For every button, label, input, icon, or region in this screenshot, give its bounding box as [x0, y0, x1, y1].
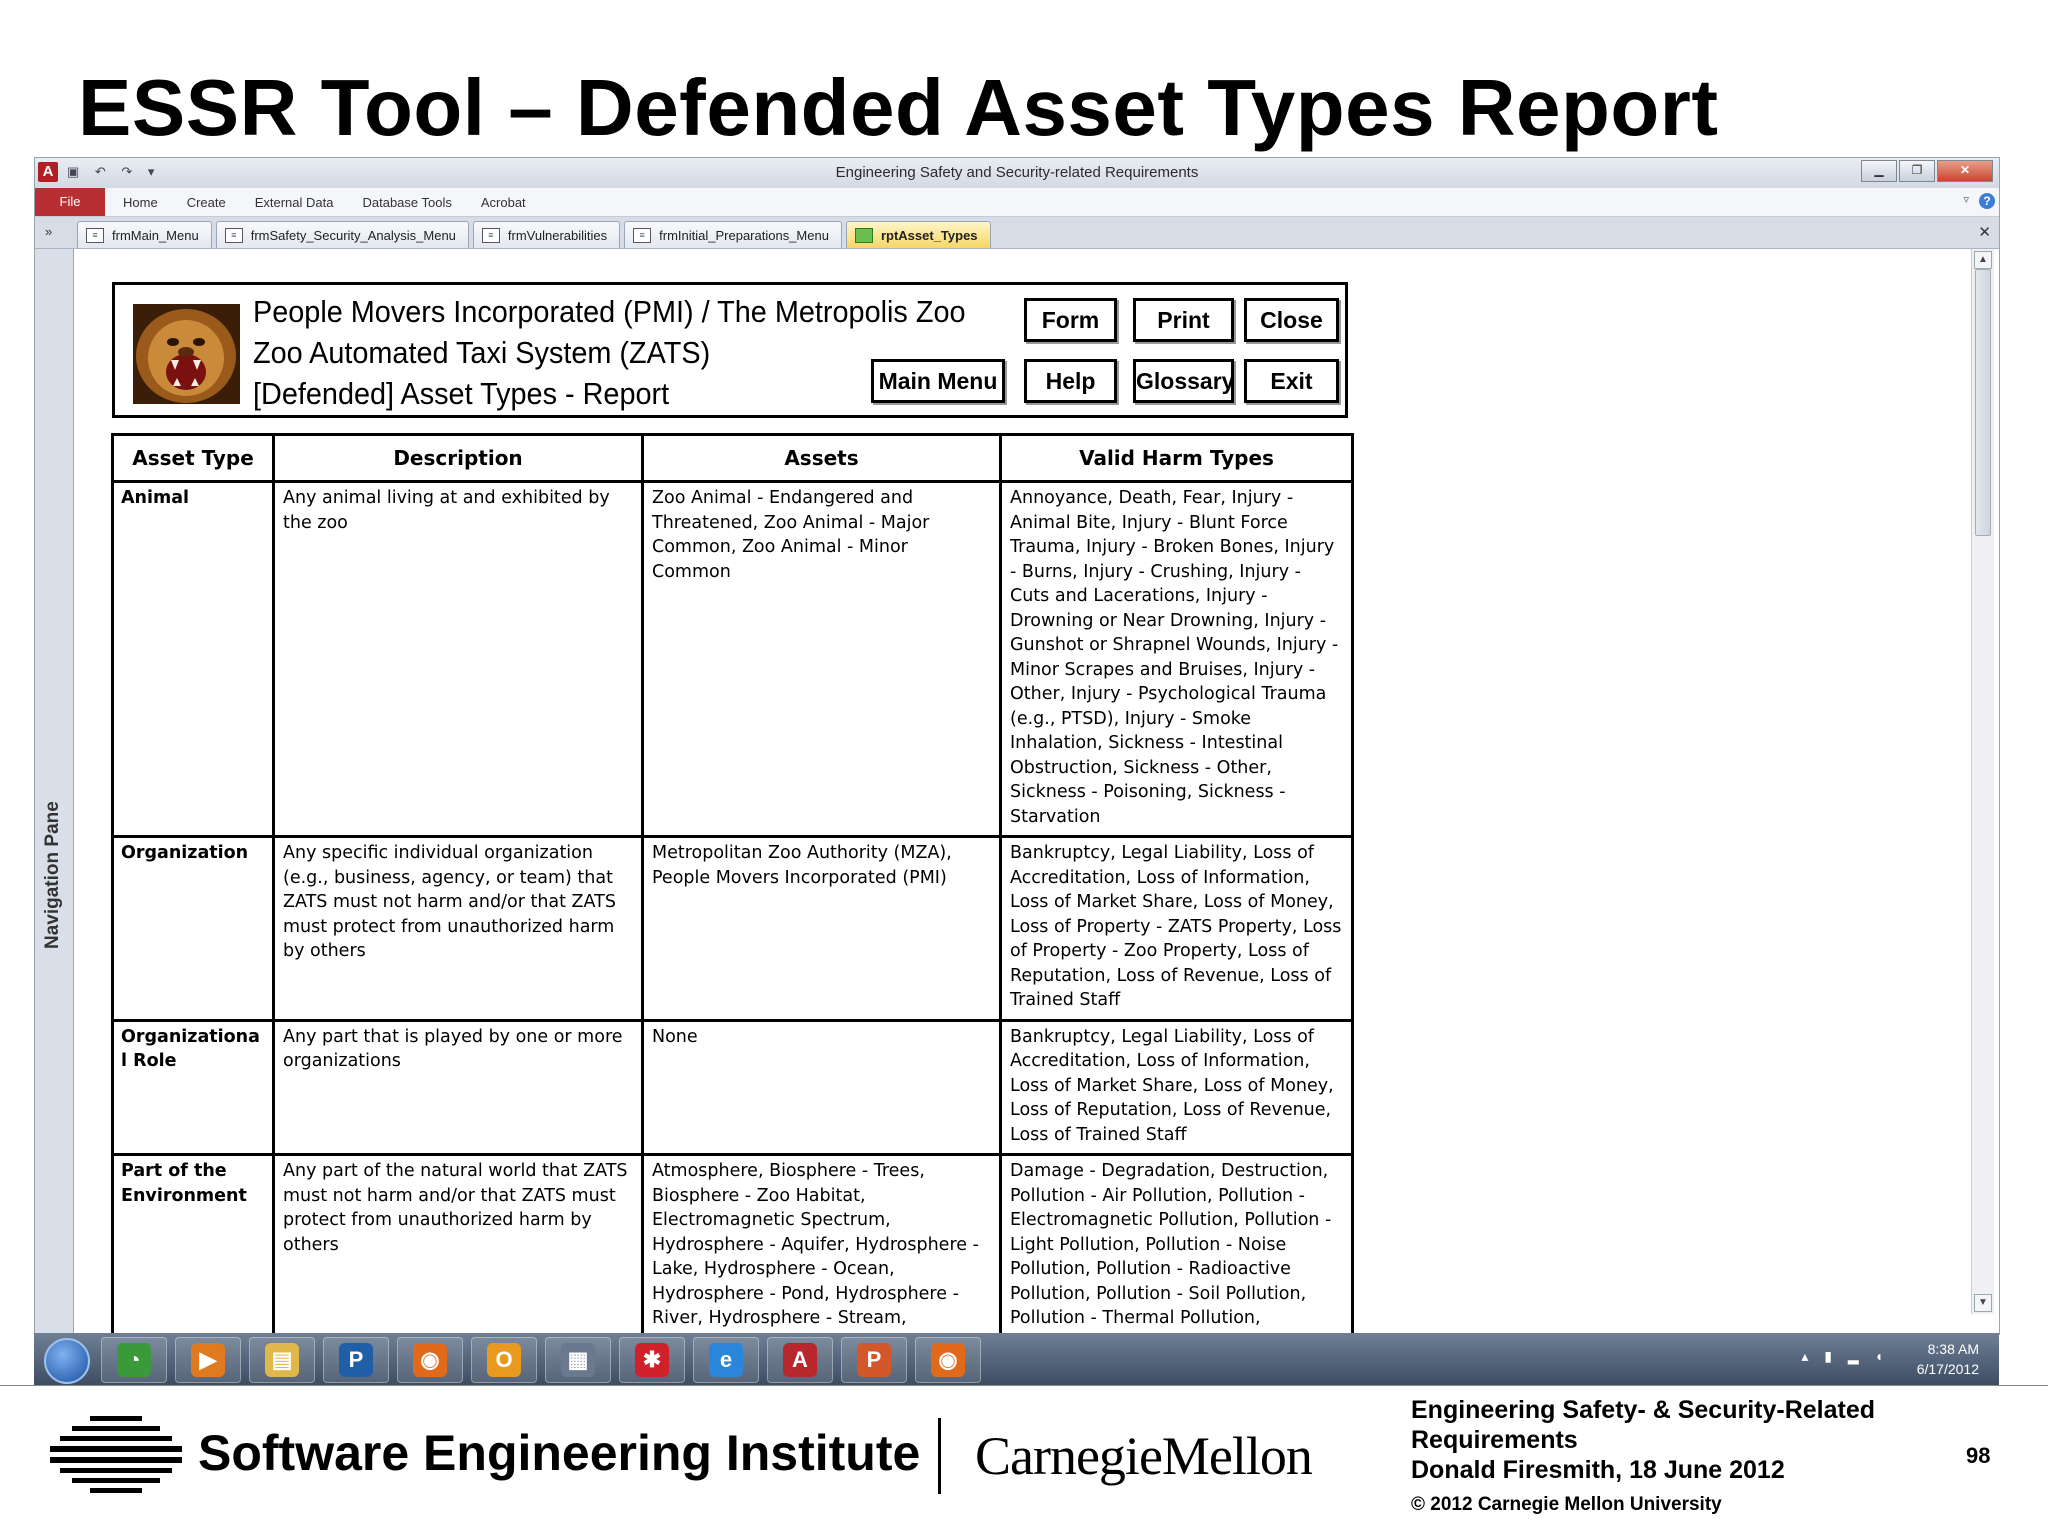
harm-types-cell: Bankruptcy, Legal Liability, Loss of Accreditation, Loss of Information, Loss of Market Share, Loss of Money, Loss of Property - ZATS Property, Loss of Property - Zoo Property, Loss of Reputation, Loss of Revenue, Loss of Trained Staff [1001, 837, 1353, 1021]
powerpoint-icon: P [857, 1343, 891, 1377]
harm-types-cell: Annoyance, Death, Fear, Injury - Animal Bite, Injury - Blunt Force Trauma, Injury - Broken Bones, Injury - Burns, Injury - Crushing, Injury - Cuts and Lacerations, Injury - Drowning or Near Drowning, Injury - Gunshot or Shrapnel Wounds, Injury - Minor Scrapes and Bruises, Injury - Other, Injury - Psychological Trauma (e.g., PTSD), Injury - Smoke Inhalation, Sickness - Intestinal Obstruction, Sickness - Other, Sickness - Poisoning, Sickness - Starvation [1001, 482, 1353, 837]
medical-icon: ✱ [635, 1343, 669, 1377]
tab-label: rptAsset_Types [880, 227, 978, 243]
main-menu-button[interactable]: Main Menu [871, 359, 1005, 403]
assets-cell: Metropolitan Zoo Authority (MZA), People Movers Incorporated (PMI) [643, 837, 1001, 1021]
footer-line1: Engineering Safety- & Security-Related [1411, 1396, 1876, 1424]
minimize-icon[interactable]: ▁ [1861, 160, 1897, 182]
description-cell: Any part that is played by one or more organizations [274, 1020, 643, 1155]
tab-label: frmVulnerabilities [507, 227, 608, 243]
document-tabs [35, 217, 1999, 249]
chrome-icon: ◔ [117, 1343, 151, 1377]
tab-frmvulnerabilities[interactable] [473, 221, 620, 248]
window-titlebar [35, 158, 1999, 188]
report-header-line2: Zoo Automated Taxi System (ZATS) [253, 335, 711, 370]
help-button[interactable]: Help [1024, 359, 1117, 403]
ribbon-tab-external-data[interactable]: External Data [254, 195, 334, 210]
description-cell: Any specific individual organization (e.g., business, agency, or team) that ZATS must not harm and/or that ZATS must protect from unauthorized harm by others [274, 837, 643, 1021]
ribbon-tab-database-tools[interactable]: Database Tools [362, 195, 452, 210]
taskbar-app-button[interactable] [915, 1337, 981, 1383]
close-button[interactable]: Close [1244, 298, 1339, 342]
ribbon-tab-acrobat[interactable]: Acrobat [480, 195, 526, 210]
assets-cell: Zoo Animal - Endangered and Threatened, Zoo Animal - Major Common, Zoo Animal - Minor Common [643, 482, 1001, 837]
ribbon-tab-create[interactable]: Create [186, 195, 226, 210]
taskbar-app-button[interactable] [841, 1337, 907, 1383]
scroll-down-icon[interactable]: ▼ [1974, 1294, 1992, 1312]
scroll-up-icon[interactable]: ▲ [1974, 251, 1992, 269]
exit-button[interactable]: Exit [1244, 359, 1339, 403]
lion-image [133, 304, 240, 404]
window-title: Engineering Safety and Security-related Requirements [835, 164, 1199, 181]
nav-pane-toggle[interactable]: » [45, 224, 53, 239]
form-button[interactable]: Form [1024, 298, 1117, 342]
asset-type-cell: Organizational Role [113, 1020, 274, 1155]
footer-line2: Requirements [1411, 1426, 1578, 1454]
cmu-wordmark: CarnegieMellon [975, 1426, 1312, 1486]
taskbar-app-button[interactable] [175, 1337, 241, 1383]
table-row [113, 837, 1353, 1021]
restore-icon[interactable]: ❐ [1899, 160, 1935, 182]
start-button[interactable] [44, 1338, 90, 1384]
ie-icon: e [709, 1343, 743, 1377]
asset-type-cell: Organization [113, 837, 274, 1021]
vertical-scrollbar[interactable] [1971, 249, 1994, 1314]
description-cell: Any animal living at and exhibited by the zoo [274, 482, 643, 837]
table-row [113, 1020, 1353, 1155]
media-player-icon: ▶ [191, 1343, 225, 1377]
clock-date: 6/17/2012 [1916, 1361, 1979, 1377]
access-icon: A [783, 1343, 817, 1377]
publisher-icon: P [339, 1343, 373, 1377]
footer-separator [938, 1418, 941, 1494]
footer-citation [1411, 1395, 1875, 1485]
ribbon-tab-home[interactable]: Home [123, 195, 158, 210]
taskbar-app-button[interactable] [693, 1337, 759, 1383]
tab-frminitial-preparations-menu[interactable] [624, 221, 842, 248]
sei-logo-icon [50, 1414, 182, 1494]
report-view [74, 249, 1994, 1334]
footer-copyright: © 2012 Carnegie Mellon University [1411, 1494, 1722, 1515]
form-icon: ≡ [633, 228, 651, 243]
close-tab-icon[interactable]: ✕ [1978, 224, 1991, 241]
report-header-line1: People Movers Incorporated (PMI) / The Metropolis Zoo [253, 294, 966, 329]
form-icon: ≡ [482, 228, 500, 243]
firefox-icon: ◉ [413, 1343, 447, 1377]
clock-time: 8:38 AM [1927, 1341, 1979, 1357]
glossary-button[interactable]: Glossary [1133, 359, 1234, 403]
window-controls [1859, 160, 1993, 182]
tab-frmsafety-security-analysis-menu[interactable] [216, 221, 469, 248]
calendar-icon: ▦ [561, 1343, 595, 1377]
footer-line3: Donald Firesmith, 18 June 2012 [1411, 1456, 1785, 1484]
sei-wordmark: Software Engineering Institute [198, 1425, 921, 1481]
description-cell: Any part of the natural world that ZATS must not harm and/or that ZATS must protect from unauthorized harm by others [274, 1155, 643, 1335]
assets-cell: None [643, 1020, 1001, 1155]
close-icon[interactable]: ✕ [1937, 160, 1993, 182]
expand-ribbon-icon[interactable]: ▿ [1963, 194, 1969, 206]
asset-types-table [111, 433, 1354, 1334]
tab-frmmain-menu[interactable] [77, 221, 212, 248]
form-icon: ≡ [225, 228, 243, 243]
report-icon [855, 228, 873, 243]
table-row [113, 1155, 1353, 1335]
column-header-description: Description [274, 435, 643, 482]
folder-icon: ▤ [265, 1343, 299, 1377]
taskbar-apps [101, 1337, 989, 1383]
taskbar-app-button[interactable] [323, 1337, 389, 1383]
navigation-pane[interactable] [35, 249, 74, 1334]
taskbar-app-button[interactable] [101, 1337, 167, 1383]
assets-cell: Atmosphere, Biosphere - Trees, Biosphere - Zoo Habitat, Electromagnetic Spectrum, Hydrosphere - Aquifer, Hydrosphere - Lake, Hydrosphere - Ocean, Hydrosphere - Pond, Hydrosphere - River, Hydrosphere - Stream, [643, 1155, 1001, 1335]
navigation-pane-label: Navigation Pane [42, 801, 63, 949]
table-row [113, 482, 1353, 837]
taskbar-app-button[interactable] [249, 1337, 315, 1383]
report-header-line3: [Defended] Asset Types - Report [253, 376, 670, 411]
help-icon[interactable]: ? [1979, 193, 1995, 209]
tab-label: frmMain_Menu [112, 227, 199, 243]
taskbar-app-button[interactable] [619, 1337, 685, 1383]
clock[interactable] [1917, 1339, 1979, 1379]
report-header [112, 282, 1348, 418]
access-window [34, 157, 2000, 1335]
ribbon-tabs [123, 195, 555, 210]
page-number: 98 [1966, 1443, 1991, 1468]
ribbon-bar [35, 188, 1999, 217]
access-app-icon[interactable]: A [38, 162, 58, 182]
tab-label: frmSafety_Security_Analysis_Menu [250, 227, 456, 243]
column-header-asset-type: Asset Type [113, 435, 274, 482]
table-header-row [113, 435, 1353, 482]
form-icon: ≡ [86, 228, 104, 243]
windows-taskbar [34, 1333, 1999, 1385]
taskbar-app-button[interactable] [545, 1337, 611, 1383]
column-header-valid-harm-types: Valid Harm Types [1001, 435, 1353, 482]
scroll-thumb[interactable] [1975, 269, 1991, 536]
print-button[interactable]: Print [1133, 298, 1234, 342]
asset-type-cell: Animal [113, 482, 274, 837]
slide-title: ESSR Tool – Defended Asset Types Report [78, 63, 1719, 152]
harm-types-cell: Damage - Degradation, Destruction, Pollution - Air Pollution, Pollution - Electromagnetic Pollution, Pollution - Light Pollution, Pollution - Noise Pollution, Pollution - Radioactive Pollution, Pollution - Soil Pollution, Pollution - Thermal Pollution, [1001, 1155, 1353, 1335]
tab-label: frmInitial_Preparations_Menu [659, 227, 829, 243]
file-tab[interactable]: File [35, 188, 105, 216]
column-header-assets: Assets [643, 435, 1001, 482]
taskbar-app-button[interactable] [471, 1337, 537, 1383]
footer-divider [0, 1385, 2048, 1386]
taskbar-app-button[interactable] [767, 1337, 833, 1383]
firefox-icon: ◉ [931, 1343, 965, 1377]
quick-access-toolbar[interactable]: ▣ ↶ ↷ ▾ [67, 164, 161, 179]
system-tray-icons[interactable]: ▴ ▮ ▂ ◖ [1801, 1348, 1889, 1364]
asset-type-cell: Part of the Environment [113, 1155, 274, 1335]
tab-rptasset-types[interactable] [846, 221, 991, 248]
taskbar-app-button[interactable] [397, 1337, 463, 1383]
harm-types-cell: Bankruptcy, Legal Liability, Loss of Accreditation, Loss of Information, Loss of Market Share, Loss of Money, Loss of Reputation, Loss of Revenue, Loss of Trained Staff [1001, 1020, 1353, 1155]
outlook-icon: O [487, 1343, 521, 1377]
